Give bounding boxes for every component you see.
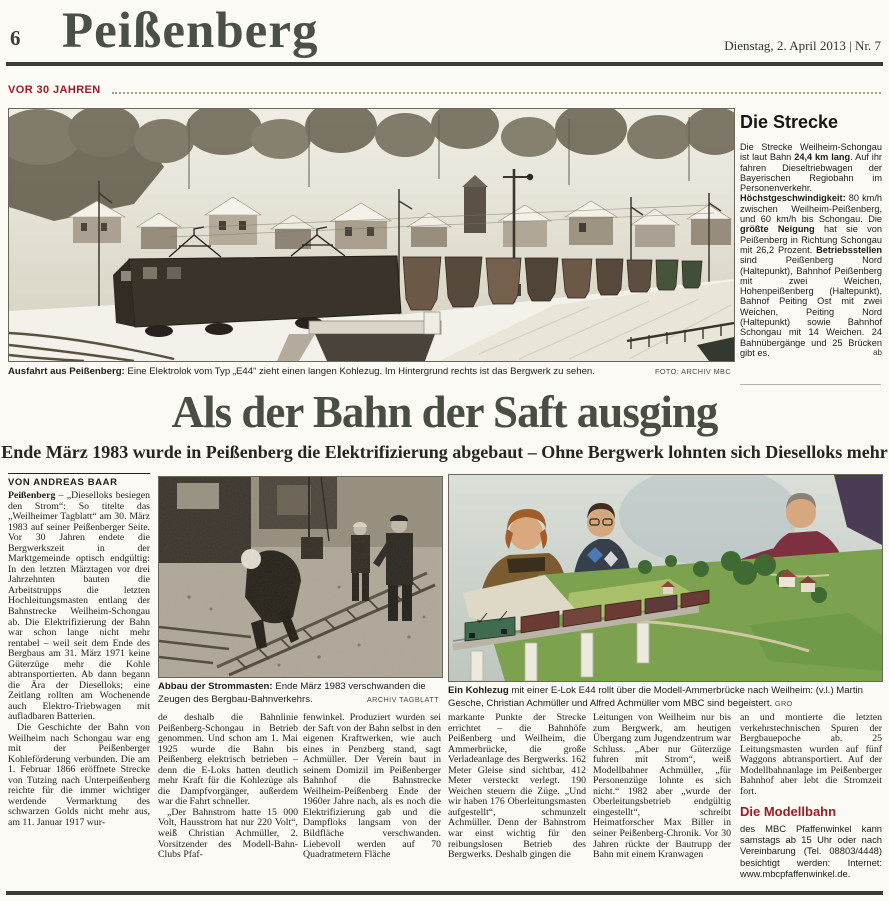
article-column-6 — [740, 713, 882, 889]
caption-lead: Ein Kohlezug — [448, 685, 509, 696]
dateline: Dienstag, 2. April 2013 | Nr. 7 — [724, 38, 881, 53]
trackside-sign — [424, 312, 440, 334]
caption-text: mit einer E-Lok E44 rollt über die Modell-Ammerbrücke nach Weilheim: (v.l.) Martin Gesche, Christian Achmüller und Alfred Achmüller vom MBC sind begeistert. — [448, 685, 863, 709]
caption-lead: Abbau der Strommasten: — [158, 681, 273, 692]
main-photo-caption — [8, 366, 733, 379]
main-photo-coal-train — [8, 108, 735, 362]
section-label: VOR 30 JAHREN — [8, 84, 101, 96]
paragraph: „Der Bahnstrom hatte 15 000 Volt, Hausstrom hat nur 220 Volt“, weiß Christian Achmüller, 2. Vorsitzender des Modell-Bahn-Clubs Pfaf- — [158, 806, 298, 861]
section-dotted-rule — [112, 92, 881, 94]
byline: VON ANDREAS BAAR — [8, 477, 118, 488]
byline-rule — [8, 473, 150, 474]
photo3-caption — [448, 685, 881, 710]
article-column-3 — [303, 713, 441, 887]
caption-text: Eine Elektrolok vom Typ „E44“ zieht einen langen Kohlezug. Im Hintergrund rechts ist das Bergwerk zu sehen. — [124, 366, 595, 377]
paragraph: Peißenberg – „Dieselloks besiegen den Strom“: So titelte das „Weilheimer Tagblatt“ am 30. März 1983 auf seiner Peißenberger Seite. Vor 30 Jahren endete die Bergwerkszeit in der Marktgemeinde optisch endgültig: In den letzten Märztagen vor drei Jahrzehnten bauten die Arbeitstrupps die letzten Hochleitungsmasten entlang der Bahnstrecke Weilheim-Schongau ab. Die Elektrifizierung der Bahn war schon lange nicht mehr rentabel – weil seit dem Ende des Bergbaus am 31. März 1971 keine Güterzüge mehr die Kohle abtransportierten. Ab dann begann die Ära der Dieselloks; eine Zeitlang rollten am Wochenende auch Elektro-Triebwagen mit aufladbaren Batterien. — [8, 491, 150, 723]
article-subheadline: Ende März 1983 wurde in Peißenberg die Elektrifizierung abgebaut – Ohne Bergwerk lohnten sich Dieselloks mehr — [1, 442, 888, 462]
header-rule — [6, 62, 883, 66]
paragraph: fenwinkel. Produziert wurden sei der Saft von der Bahn selbst in den eigenen Kraftwerken, wie auch eines in Penzberg stand, sagt Achmüller. Der Verein baut in seinem Domizil im Peißenberger Bahnhof die Bahnstrecke Weilheim-Peißenberg Ende der 1960er Jahre nach, als es noch die Elektrifizierung gab und die Dampfloks langsam von der Bildfläche verschwanden. Liebevoll werden auf 70 Quadratmetern Fläche — [303, 713, 441, 861]
photo-credit: FOTO: ARCHIV MBC — [655, 367, 731, 376]
page-title: Peißenberg — [62, 3, 319, 59]
infobox-credit: ab — [873, 347, 882, 357]
page-number: 6 — [10, 26, 21, 50]
photo-model-railway — [448, 474, 883, 682]
paragraph: markante Punkte der Strecke errichtet – die Bahnhöfe Peißenberg und Weilheim, die Ammerbrücke, die große Verladeanlage des Bergwerks. 162 Meter Gleise sind sichtbar, 412 Meter versteckt verlegt. 190 Weichen steuern die Züge. „Und wir haben 176 Oberleitungsmasten aufgestellt“, schmunzelt Achmüller. Denn der Bahnstrom war einst wichtig für den reibungslosen Betrieb des Bergwerks. Deshalb gingen die — [448, 713, 586, 861]
infobox-text: Die Strecke Weilheim-Schongau ist laut Bahn 24,4 km lang. Auf ihr fahren Dieseltriebwagen der Bayerischen Regiobahn im Personenverkehr. Höchstgeschwindigkeit: 80 km/h zwischen Weilheim-Peißenberg, und 60 km/h bis Schongau. Die größte Neigung hat sie von Peißenberg in Richtung Schongau mit 26,2 Prozent. Betriebsstellen sind Peißenberg Nord (Haltepunkt), Bahnhof Peißenberg mit zwei Weichen, Hohenpeißenberg (Haltepunkt), Bahnof Peiting Ost mit zwei Weichen, Peiting Nord (Haltepunkt) sowie Bahnhof Schongau mit 14 Weichen. 24 Bahnübergänge und 25 Brücken gibt es. ab — [740, 142, 882, 358]
paragraph: Die Geschichte der Bahn von Weilheim nach Schongau war eng mit der Peißenberger Kohleförderung verbunden. Die am 1. Februar 1866 eröffnete Strecke von Tutzing nach Unterpeißenberg reichte für die immer wichtiger werdende Vermarktung des schwarzen Golds nicht mehr aus, am 11. Januar 1917 wur- — [8, 722, 150, 828]
paragraph: Leitungen von Weilheim nur bis zum Bergwerk, am heutigen Übergang zum Jugendzentrum war Schluss. „Aber nur Güterzüge fuhren mit Strom“, weiß Modellbahner Achmüller, „für Personenzüge lohnte es sich nicht.“ 1982 aber „wurde der Oberleitungsbetrieb endgültig eingestellt“, schreibt Heimatforscher Max Biller in seiner Peißenberg-Chronik. Vor 30 Jahren rückte der Bautrupp der Bahn mit einem Kranwagen — [593, 713, 731, 861]
photo-credit: ARCHIV TAGBLATT — [366, 694, 439, 704]
paragraph: de deshalb die Bahnlinie Peißenberg-Schongau in Betrieb genommen. Und schon am 1. Mai 1925 wurde die Bahn bis Peißenberg elektrisch betrieben – denn die E-Loks hatten deutlich mehr Kraft für die Kohlezüge als die Dampfvorgänger, außerdem war die Fahrt schneller. — [158, 713, 298, 808]
article-column-2 — [158, 713, 298, 887]
photo2-caption — [158, 681, 441, 706]
article-column-5 — [593, 713, 731, 887]
article-column-1 — [8, 491, 150, 887]
article-column-4 — [448, 713, 586, 887]
infobox-title: Die Strecke — [740, 112, 839, 132]
article-headline: Als der Bahn der Saft ausging — [171, 387, 718, 437]
caption-text: Ende März 1983 verschwanden die Zeugen des Bergbau-Bahnverkehrs. — [158, 681, 426, 705]
infobox-die-strecke — [740, 112, 882, 358]
film-grain — [159, 477, 442, 677]
caption-lead: Ausfahrt aus Peißenberg: — [8, 366, 125, 377]
paragraph: an und montierte die letzten verkehrstechnischen Spuren der Bergbauepoche ab. 25 Leitungsmasten wurden auf fünf Waggons abtransportiert. Auf der Modellbahnanlage im Peißenberger Bahnhof aber lebt die Stromzeit fort. — [740, 713, 882, 797]
photo-mast-dismantling — [158, 476, 443, 678]
footer-rule — [6, 891, 883, 895]
modellbahn-text: des MBC Pfaffenwinkel kann samstags ab 15 Uhr oder nach Vereinbarung (Tel. 08803/4448) besichtigt werden: Internet: www.mbcpfaffenwinkel.de. — [740, 822, 882, 879]
modellbahn-title: Die Modellbahn — [740, 804, 837, 820]
photo-credit: GRO — [774, 698, 793, 708]
infobox-bottom-rule — [740, 384, 881, 385]
